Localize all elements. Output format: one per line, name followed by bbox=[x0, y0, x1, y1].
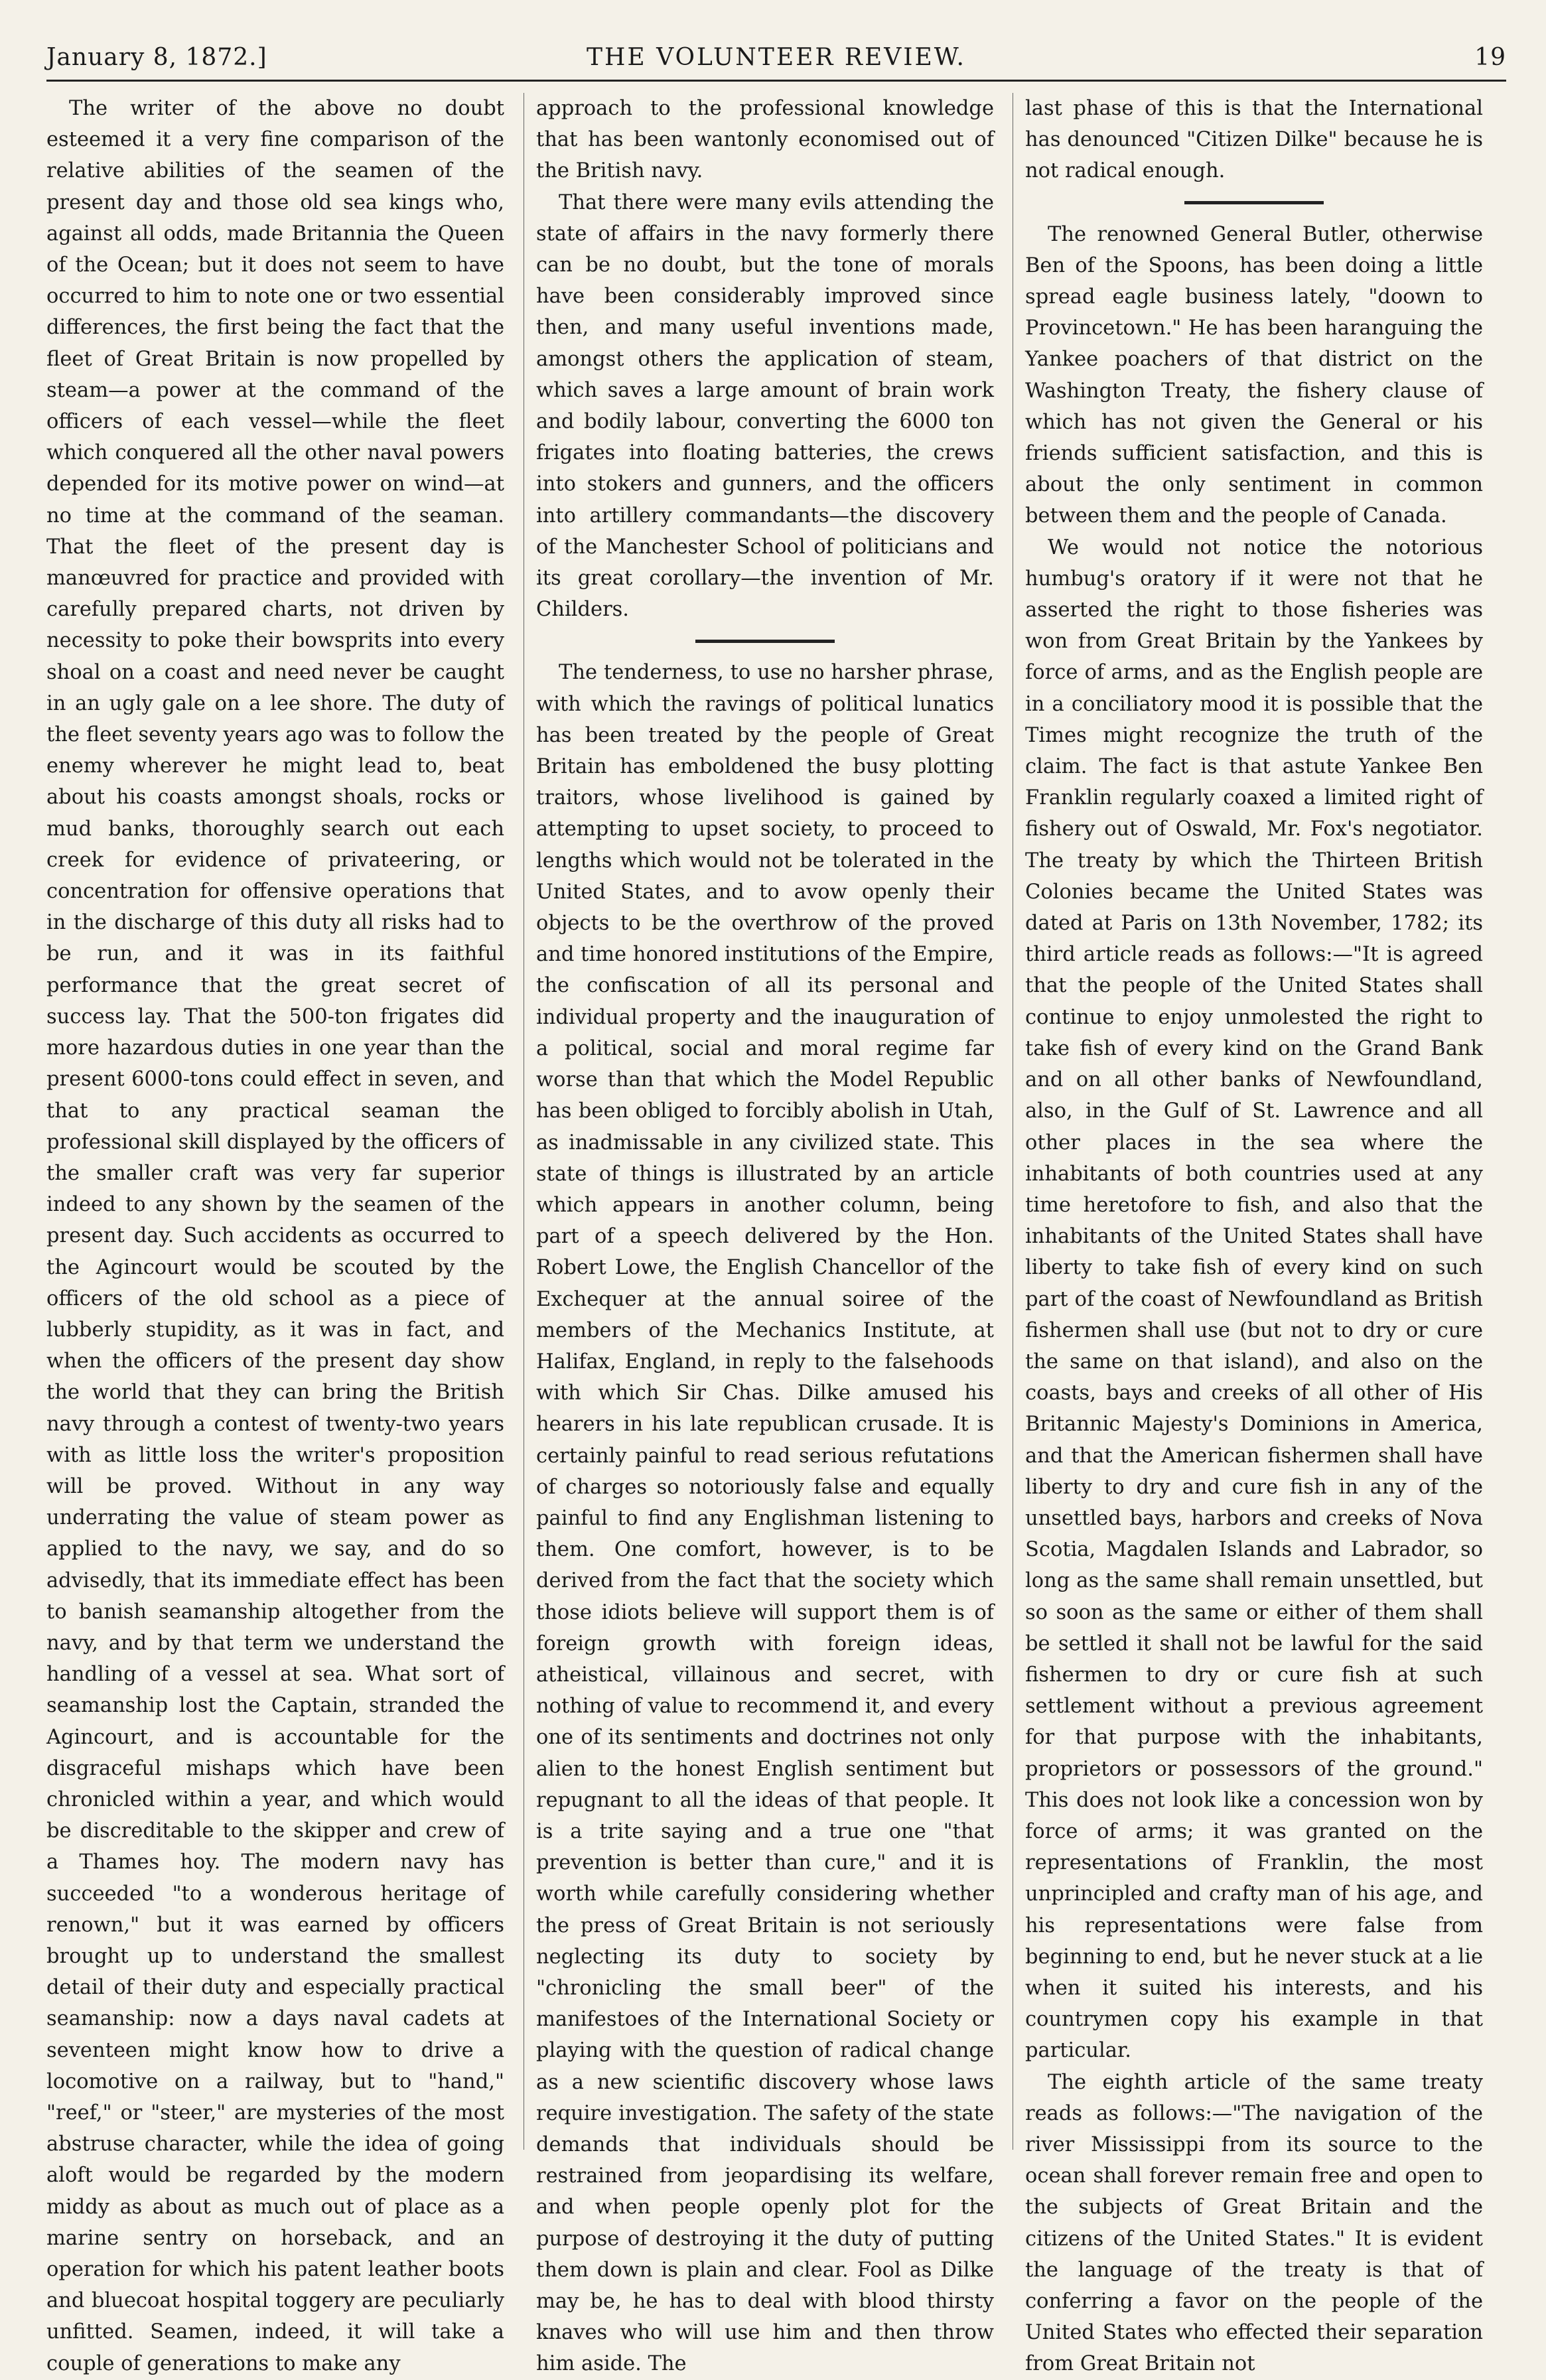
column-1 bbox=[46, 93, 504, 2375]
header-rule bbox=[46, 80, 1506, 82]
paragraph: The tenderness, to use no harsher phrase, with which the ravings of political lunatics has been treated by the people of Great Britain has emboldened the busy plotting traitors, whose livelihood is gained by attempting to upset society, to proceed to lengths which would not be tolerated in the United States, and to avow openly their objects to be the overthrow of the proved and time honored institutions of the Empire, the confiscation of all its personal and individual property and the inauguration of a political, social and moral regime far worse than that which the Model Republic has been obliged to forcibly abolish in Utah, as inadmissable in any civilized state. This state of things is illustrated by an article which appears in another column, being part of a speech delivered by the Hon. Robert Lowe, the English Chancellor of the Exchequer at the annual soiree of the members of the Mechanics Institute, at Halifax, England, in reply to the falsehoods with which Sir Chas. Dilke amused his hearers in his late republican crusade. It is certainly painful to read serious refutations of charges so notoriously false and equally painful to find any Englishman listening to them. One comfort, however, is to be derived from the fact that the society which those idiots believe will support them is of foreign growth with foreign ideas, atheistical, villainous and secret, with nothing of value to recommend it, and every one of its sentiments and doctrines not only alien to the honest English sentiment but repugnant to all the ideas of that people. It is a trite saying and a true one "that prevention is better than cure," and it is worth while carefully considering whether the press of Great Britain is not seriously neglecting its duty to society by "chronicling the small beer" of the manifestoes of the International Society or playing with the question of radical change as a new scientific discovery whose laws require investigation. The safety of the state demands that individuals should be restrained from jeopardising its welfare, and when people openly plot for the purpose of destroying it the duty of putting them down is plain and clear. Fool as Dilke may be, he has to deal with blood thirsty knaves who will use him and then throw him aside. The bbox=[536, 661, 994, 2376]
section-divider bbox=[1025, 187, 1483, 219]
page-header bbox=[46, 41, 1506, 74]
column-2 bbox=[536, 93, 994, 2376]
publication-title: THE VOLUNTEER REVIEW. bbox=[587, 44, 966, 71]
paragraph: The renowned General Butler, otherwise Ben of the Spoons, has been doing a little spread eagle business lately, "doown to Provincetown." He has been haranguing the Yankee poachers of that district on the Washington Treaty, the fishery clause of which has not given the General or his friends sufficient satisfaction, and this is about the only sentiment in common between them and the people of Canada. bbox=[1025, 222, 1483, 528]
issue-date: January 8, 1872.] bbox=[46, 44, 267, 71]
section-divider bbox=[536, 625, 994, 657]
paragraph: approach to the professional knowledge that has been wantonly economised out of the British navy. bbox=[536, 97, 994, 183]
paragraph: last phase of this is that the International has denounced "Citizen Dilke" because he is not radical enough. bbox=[1025, 97, 1483, 183]
paragraph: The eighth article of the same treaty reads as follows:—"The navigation of the river Mississippi from its source to the ocean shall forever remain free and open to the subjects of Great Britain and the citizens of the United States." It is evident the language of the treaty is that of conferring a favor on the people of the United States who effected their separation from Great Britain not bbox=[1025, 2070, 1483, 2376]
paragraph: That there were many evils attending the state of affairs in the navy formerly there can be no doubt, but the tone of morals have been considerably improved since then, and many useful inventions made, amongst others the application of steam, which saves a large amount of brain work and bodily labour, converting the 6000 ton frigates into floating batteries, the crews into stokers and gunners, and the officers into artillery commandants—the discovery of the Manchester School of politicians and its great corollary—the invention of Mr. Childers. bbox=[536, 190, 994, 622]
paragraph: The writer of the above no doubt esteemed it a very fine comparison of the relative abilities of the seamen of the present day and those old sea kings who, against all odds, made Britannia the Queen of the Ocean; but it does not seem to have occurred to him to note one or two essential differences, the first being the fact that the fleet of Great Britain is now propelled by steam—a power at the command of the officers of each vessel—while the fleet which conquered all the other naval powers depended for its motive power on wind—at no time at the command of the seaman. That the fleet of the present day is manœuvred for practice and provided with carefully prepared charts, not driven by necessity to poke their bowsprits into every shoal on a coast and need never be caught in an ugly gale on a lee shore. The duty of the fleet seventy years ago was to follow the enemy wherever he might lead to, beat about his coasts amongst shoals, rocks or mud banks, thoroughly search out each creek for evidence of privateering, or concentration for offensive operations that in the discharge of this duty all risks had to be run, and it was in its faithful performance that the great secret of success lay. That the 500-ton frigates did more hazardous duties in one year than the present 6000-tons could effect in seven, and that to any practical seaman the professional skill displayed by the officers of the smaller craft was very far superior indeed to any shown by the seamen of the present day. Such accidents as occurred to the Agincourt would be scouted by the officers of the old school as a piece of lubberly stupidity, as it was in fact, and when the officers of the present day show the world that they can bring the British navy through a contest of twenty-two years with as little loss the writer's proposition will be proved. Without in any way underrating the value of steam power as applied to the navy, we say, and do so advisedly, that its immediate effect has been to banish seamanship altogether from the navy, and by that term we understand the handling of a vessel at sea. What sort of seamanship lost the Captain, stranded the Agincourt, and is accountable for the disgraceful mishaps which have been chronicled within a year, and which would be discreditable to the skipper and crew of a Thames hoy. The modern navy has succeeded "to a wonderous heritage of renown," but it was earned by officers brought up to understand the smallest detail of their duty and especially practical seamanship: now a days naval cadets at seventeen might know how to drive a locomotive on a railway, but to "hand," "reef," or "steer," are mysteries of the most abstruse character, while the idea of going aloft would be regarded by the modern middy as about as much out of place as a marine sentry on horseback, and an operation for which his patent leather boots and bluecoat hospital toggery are peculiarly unfitted. Seamen, indeed, it will take a couple of generations to make any bbox=[46, 97, 504, 2375]
paragraph: We would not notice the notorious humbug's oratory if it were not that he asserted the right to those fisheries was won from Great Britain by the Yankees by force of arms, and as the English people are in a conciliatory mood it is possible that the Times might recognize the truth of the claim. The fact is that astute Yankee Ben Franklin regularly coaxed a limited right of fishery out of Oswald, Mr. Fox's negotiator. The treaty by which the Thirteen British Colonies became the United States was dated at Paris on 13th November, 1782; its third article reads as follows:—"It is agreed that the people of the United States shall continue to enjoy unmolested the right to take fish of every kind on the Grand Bank and on all other banks of Newfoundland, also, in the Gulf of St. Lawrence and all other places in the sea where the inhabitants of both countries used at any time heretofore to fish, and also that the inhabitants of the United States shall have liberty to take fish of every kind on such part of the coast of Newfoundland as British fishermen shall use (but not to dry or cure the same on that island), and also on the coasts, bays and creeks of all other of His Britannic Majesty's Dominions in America, and that the American fishermen shall have liberty to dry and cure fish in any of the unsettled bays, harbors and creeks of Nova Scotia, Magdalen Islands and Labrador, so long as the same shall remain unsettled, but so soon as the same or either of them shall be settled it shall not be lawful for the said fishermen to dry or cure fish at such settlement without a previous agreement for that purpose with the inhabitants, proprietors or possessors of the ground." This does not look like a concession won by force of arms; it was granted on the representations of Franklin, the most unprincipled and crafty man of his age, and his representations were false from beginning to end, but he never stuck at a lie when it suited his interests, and his countrymen copy his example in that particular. bbox=[1025, 535, 1483, 2063]
column-3 bbox=[1025, 93, 1483, 2376]
page-number: 19 bbox=[1474, 44, 1506, 71]
